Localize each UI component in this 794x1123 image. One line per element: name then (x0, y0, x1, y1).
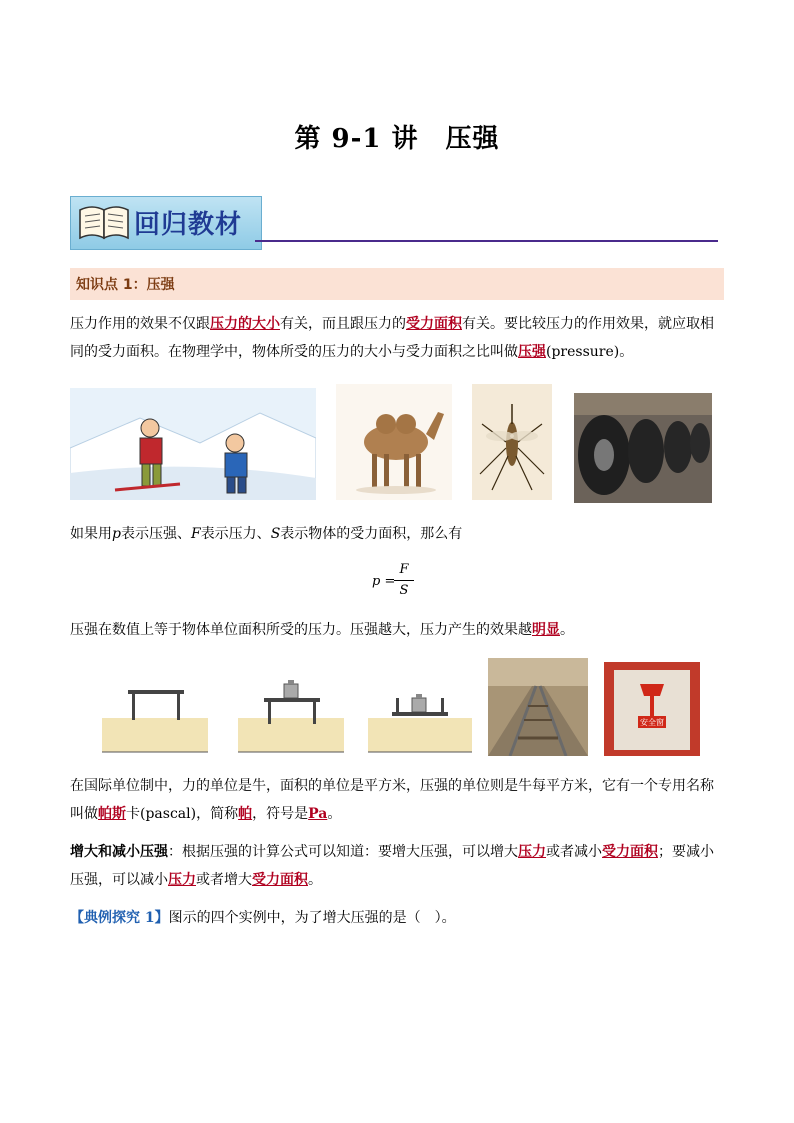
highlight: 压力 (168, 872, 196, 888)
example-text: 图示的四个实例中，为了增大压强的是（ ）。 (168, 910, 456, 926)
text: 在国际单位制中，力的单位是牛，面积的单位是平方米，压强的单位则是牛每平方米，它有一个专用名称叫做 (70, 778, 714, 822)
lead-term: 增大和减小压强 (70, 844, 168, 860)
table-on-sand-diagram-3 (366, 690, 474, 754)
railway-track-photo (488, 658, 588, 756)
highlight: 帕 (238, 806, 253, 822)
skiers-illustration (70, 388, 316, 500)
highlight: 受力面积 (406, 316, 462, 332)
text: 有关，而且跟压力的 (280, 316, 406, 332)
text: ：根据压强的计算公式可以知道：要增大压强，可以增大 (168, 844, 518, 860)
table-on-sand-diagram-2 (236, 676, 348, 754)
pressure-formula (372, 562, 432, 606)
truck-tires-photo (574, 393, 712, 503)
formula-denominator: S (399, 583, 409, 598)
variable-f: F (190, 526, 201, 542)
table-on-sand-diagram-1 (100, 690, 210, 754)
text: ，符号是 (252, 806, 309, 822)
page-title: 第 9-1 讲 压强 (294, 124, 500, 154)
knowledge-point-bar (70, 268, 724, 300)
paragraph-pressure-meaning (70, 616, 725, 644)
highlight: 压力的大小 (210, 316, 280, 332)
fraction-bar (394, 580, 414, 581)
formula-fraction (394, 562, 414, 598)
paragraph-pressure-definition (70, 310, 725, 366)
text: 如果用 (70, 526, 112, 542)
safety-hammer-photo (604, 662, 700, 756)
paragraph-symbols (70, 520, 725, 548)
highlight: 受力面积 (602, 844, 658, 860)
text: 。 (560, 622, 574, 638)
banner-label: 回归教材 (134, 210, 243, 240)
text: 有关。要比较压力的作用效果，就应取相同的受力面积。在物理学中，物体所受的压力的大小与受力面积之比叫做 (70, 316, 714, 360)
banner-underline (255, 240, 718, 242)
knowledge-point-heading: 知识点 1：压强 (76, 277, 175, 293)
text: 或者减小 (546, 844, 602, 860)
text: 表示压力、 (200, 526, 271, 542)
text: 或者增大 (196, 872, 252, 888)
highlight: 帕斯 (98, 806, 126, 822)
formula-numerator: F (399, 562, 409, 577)
variable-s: S (270, 526, 281, 542)
text: 压力作用的效果不仅跟 (70, 316, 210, 332)
section-banner (70, 196, 718, 252)
example-tag: 【典例探究 1】 (70, 910, 169, 926)
text: 卡(pascal)，简称 (126, 806, 239, 822)
text: 压强在数值上等于物体单位面积所受的压力。压强越大，压力产生的效果越 (70, 622, 532, 638)
paragraph-pressure-unit (70, 772, 725, 828)
text: 表示压强、 (120, 526, 191, 542)
mosquito-photo (472, 384, 552, 500)
variable-p: p (112, 526, 121, 542)
camel-photo (336, 384, 452, 500)
highlight: 压强 (518, 344, 546, 360)
highlight: Pa (308, 806, 328, 822)
text: 。 (327, 806, 342, 822)
text: 表示物体的受力面积，那么有 (280, 526, 463, 542)
highlight: 明显 (532, 622, 560, 638)
highlight: 压力 (518, 844, 546, 860)
text: 。 (308, 872, 322, 888)
highlight: 受力面积 (252, 872, 308, 888)
example-question (70, 904, 725, 932)
open-book-icon (76, 202, 132, 242)
paragraph-increase-decrease (70, 838, 725, 894)
text: (pressure)。 (546, 344, 634, 360)
formula-lhs: p = (372, 574, 396, 589)
safety-window-sign: 安全窗 (640, 718, 664, 727)
text: ；要减小压强，可以减小 (70, 844, 714, 888)
